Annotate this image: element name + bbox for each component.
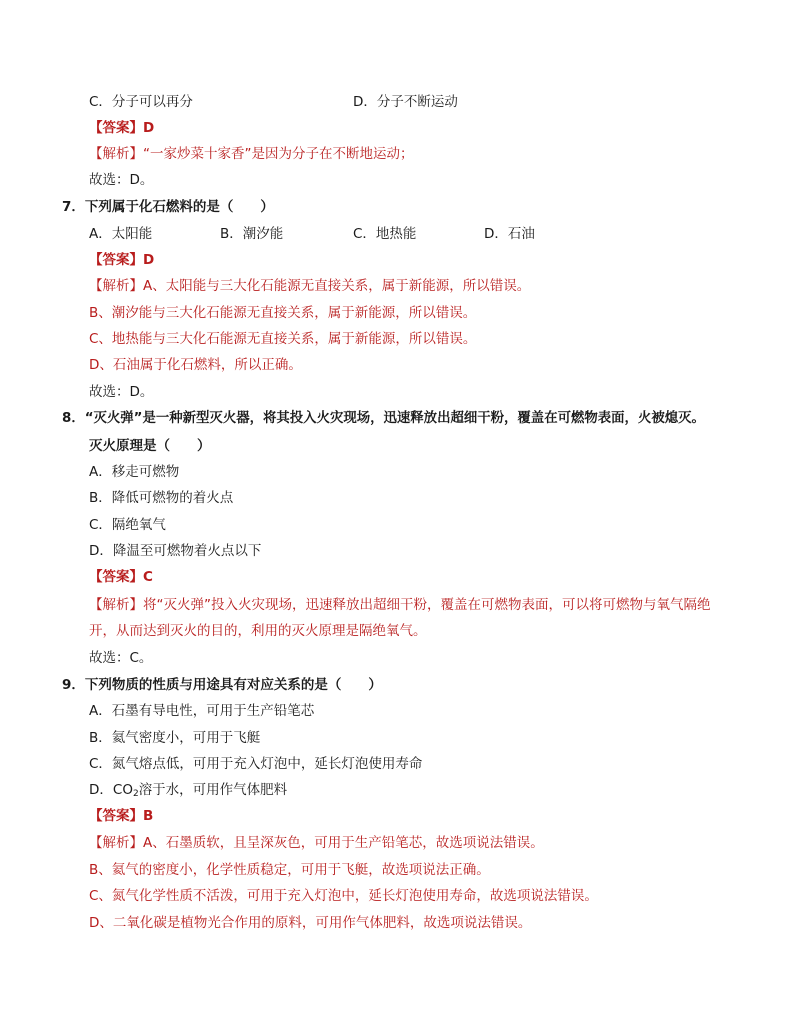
- q8-answer: 【答案】C: [89, 569, 153, 585]
- q8-analysis-line2: 开，从而达到灭火的目的，利用的灭火原理是隔绝氧气。: [89, 623, 427, 639]
- q8-conclusion: 故选：C。: [89, 650, 153, 666]
- q7-analysis-b: B、潮汐能与三大化石能源无直接关系，属于新能源，所以错误。: [89, 305, 477, 321]
- q7-option-d: D．石油: [484, 226, 535, 242]
- q7-analysis-d: D、石油属于化石燃料，所以正确。: [89, 357, 302, 373]
- q8-option-b: B．降低可燃物的着火点: [89, 490, 234, 506]
- q8-option-c: C．隔绝氧气: [89, 517, 166, 533]
- q6-conclusion: 故选：D。: [89, 172, 154, 188]
- q9-answer: 【答案】B: [89, 808, 154, 824]
- q7-question: 7．下列属于化石燃料的是（ ）: [62, 199, 274, 215]
- q8-question-line2: 灭火原理是（ ）: [89, 438, 211, 454]
- q8-option-a: A．移走可燃物: [89, 464, 180, 480]
- q9-analysis-d: D、二氧化碳是植物光合作用的原料，可用作气体肥料，故选项说法错误。: [89, 915, 532, 931]
- q7-conclusion: 故选：D。: [89, 384, 154, 400]
- q7-answer: 【答案】D: [89, 252, 155, 268]
- q6-answer: 【答案】D: [89, 120, 155, 136]
- q8-question-line1: 8．“灭火弹”是一种新型灭火器，将其投入火灾现场，迅速释放出超细干粉，覆盖在可燃物表面，火被熄灭。: [62, 411, 705, 426]
- q6-option-c: C．分子可以再分: [89, 94, 193, 110]
- q7-analysis-c: C、地热能与三大化石能源无直接关系，属于新能源，所以错误。: [89, 331, 477, 347]
- q9-analysis-a: 【解析】A、石墨质软，且呈深灰色，可用于生产铅笔芯，故选项说法错误。: [89, 835, 544, 851]
- q9-option-b: B．氦气密度小，可用于飞艇: [89, 730, 261, 746]
- q9-option-c: C．氮气熔点低，可用于充入灯泡中，延长灯泡使用寿命: [89, 756, 423, 772]
- q7-analysis-a: 【解析】A、太阳能与三大化石能源无直接关系，属于新能源，所以错误。: [89, 278, 531, 294]
- q7-option-c: C．地热能: [353, 226, 417, 242]
- q8-option-d: D．降温至可燃物着火点以下: [89, 543, 262, 559]
- q9-option-d-subscript: 2: [132, 789, 139, 799]
- q8-analysis-line1: 【解析】将“灭火弹”投入火灾现场，迅速释放出超细干粉，覆盖在可燃物表面，可以将可燃物与氧气隔绝: [89, 597, 711, 613]
- q9-option-d-prefix: D．CO: [89, 782, 133, 798]
- q9-question: 9．下列物质的性质与用途具有对应关系的是（ ）: [62, 677, 382, 693]
- q7-option-a: A．太阳能: [89, 226, 153, 242]
- q9-option-d: [89, 781, 287, 799]
- q6-analysis: 【解析】“一家炒菜十家香”是因为分子在不断地运动；: [89, 146, 414, 162]
- q9-option-a: A．石墨有导电性，可用于生产铅笔芯: [89, 703, 315, 719]
- q9-option-d-suffix: 溶于水，可用作气体肥料: [138, 782, 288, 798]
- q6-option-d: D．分子不断运动: [353, 94, 458, 110]
- q7-option-b: B．潮汐能: [220, 226, 284, 242]
- q9-analysis-c: C、氮气化学性质不活泼，可用于充入灯泡中，延长灯泡使用寿命，故选项说法错误。: [89, 888, 598, 904]
- q9-analysis-b: B、氦气的密度小，化学性质稳定，可用于飞艇，故选项说法正确。: [89, 862, 490, 878]
